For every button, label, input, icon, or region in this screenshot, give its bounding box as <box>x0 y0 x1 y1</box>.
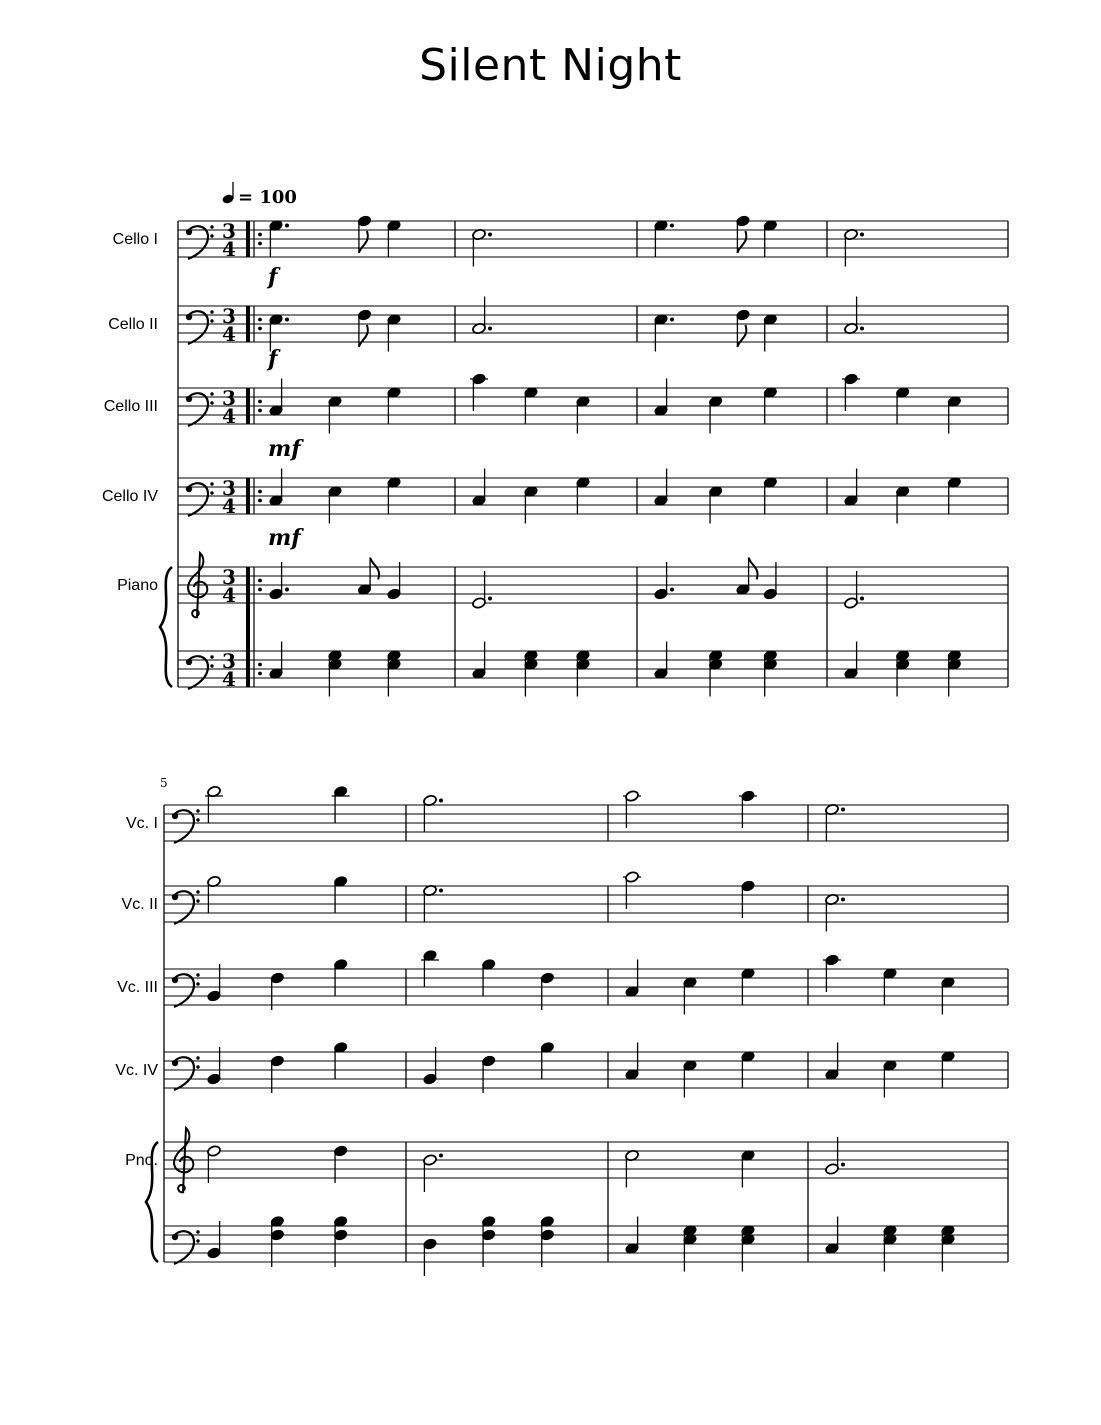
time-signature <box>222 565 236 607</box>
augmentation-dot <box>670 318 674 322</box>
bass-clef-head-icon <box>186 396 192 402</box>
repeat-dot <box>258 318 262 322</box>
repeat-thick-bar <box>246 603 250 651</box>
bass-clef-head-icon <box>172 977 178 983</box>
bass-clef-dot-icon <box>196 899 199 902</box>
repeat-dot <box>258 672 262 676</box>
bass-clef-head-icon <box>186 486 192 492</box>
repeat-dot <box>258 327 262 331</box>
bass-clef-dot-icon <box>196 1065 199 1068</box>
repeat-dot <box>258 490 262 494</box>
bass-clef-dot-icon <box>210 401 213 404</box>
measure-number: 5 <box>160 776 168 790</box>
augmentation-dot <box>860 233 864 237</box>
eighth-flag-icon <box>359 325 368 347</box>
part-name: Piano <box>117 577 158 594</box>
staff <box>102 436 1008 524</box>
bass-clef-head-icon <box>172 894 178 900</box>
score-title: Silent Night <box>419 40 682 91</box>
staff <box>122 871 1008 932</box>
augmentation-dot <box>285 318 289 322</box>
repeat-thick-bar <box>246 651 250 687</box>
time-signature-bottom: 4 <box>222 404 236 428</box>
bass-clef-dot-icon <box>196 890 199 893</box>
time-signature <box>222 386 236 428</box>
bass-clef-head-icon <box>172 1234 178 1240</box>
part-name: Cello II <box>108 316 158 333</box>
bass-clef-dot-icon <box>196 973 199 976</box>
staff <box>108 264 1008 352</box>
time-signature-top: 3 <box>222 565 236 589</box>
piano-brace-icon <box>160 567 172 687</box>
bass-clef-dot-icon <box>196 1056 199 1059</box>
augmentation-dot <box>670 588 674 592</box>
system <box>102 182 1008 697</box>
staff <box>164 1215 1008 1276</box>
bass-clef-dot-icon <box>210 319 213 322</box>
repeat-dot <box>258 499 262 503</box>
bass-clef-dot-icon <box>196 982 199 985</box>
repeat-thick-bar <box>246 478 250 514</box>
dynamic-marking: f <box>268 264 278 290</box>
staff <box>126 785 1008 844</box>
bass-clef-dot-icon <box>196 1230 199 1233</box>
time-signature-bottom: 4 <box>222 322 236 346</box>
staff <box>113 214 1008 267</box>
staff <box>125 1128 1008 1192</box>
bass-clef-dot-icon <box>210 392 213 395</box>
part-name: Pno. <box>125 1152 158 1169</box>
time-signature-top: 3 <box>222 219 236 243</box>
bass-clef-dot-icon <box>210 482 213 485</box>
part-name: Vc. I <box>125 815 158 832</box>
time-signature-top: 3 <box>222 649 236 673</box>
system <box>115 776 1008 1276</box>
repeat-thick-bar <box>246 221 250 257</box>
augmentation-dot <box>670 224 674 228</box>
dynamic-marking: f <box>268 346 278 372</box>
part-name: Cello I <box>112 231 158 248</box>
eighth-flag-icon <box>359 231 368 253</box>
bass-clef-head-icon <box>172 813 178 819</box>
time-signature-bottom: 4 <box>222 583 236 607</box>
eighth-flag-icon <box>737 325 746 347</box>
augmentation-dot <box>860 597 864 601</box>
time-signature <box>222 649 236 691</box>
bass-clef-dot-icon <box>210 310 213 313</box>
bass-clef-dot-icon <box>196 1239 199 1242</box>
time-signature <box>222 304 236 346</box>
part-name: Cello III <box>103 398 158 415</box>
bass-clef-dot-icon <box>210 234 213 237</box>
staff <box>117 949 1008 1014</box>
staff <box>178 642 1008 697</box>
bass-clef-dot-icon <box>210 491 213 494</box>
repeat-dot <box>258 400 262 404</box>
time-signature-top: 3 <box>222 476 236 500</box>
time-signature-bottom: 4 <box>222 494 236 518</box>
repeat-dot <box>258 409 262 413</box>
part-name: Vc. IV <box>115 1062 158 1079</box>
bass-clef-head-icon <box>186 314 192 320</box>
time-signature-top: 3 <box>222 386 236 410</box>
part-name: Vc. III <box>117 979 158 996</box>
repeat-dot <box>258 242 262 246</box>
staff <box>115 1041 1008 1097</box>
repeat-dot <box>258 579 262 583</box>
augmentation-dot <box>488 597 492 601</box>
staff <box>117 525 1008 617</box>
time-signature-top: 3 <box>222 304 236 328</box>
bass-clef-dot-icon <box>196 809 199 812</box>
repeat-dot <box>258 663 262 667</box>
tempo-text: = 100 <box>238 187 297 208</box>
dynamic-marking: mf <box>268 436 301 462</box>
augmentation-dot <box>439 889 443 893</box>
augmentation-dot <box>439 799 443 803</box>
dynamic-marking: mf <box>268 525 301 551</box>
time-signature-bottom: 4 <box>222 237 236 261</box>
part-name: Cello IV <box>101 488 158 505</box>
augmentation-dot <box>285 588 289 592</box>
part-name: Vc. II <box>121 896 158 913</box>
bass-clef-dot-icon <box>196 818 199 821</box>
bass-clef-head-icon <box>186 229 192 235</box>
eighth-flag-icon <box>737 231 746 253</box>
repeat-dot <box>258 588 262 592</box>
bass-clef-head-icon <box>186 659 192 665</box>
repeat-thick-bar <box>246 567 250 603</box>
augmentation-dot <box>285 224 289 228</box>
augmentation-dot <box>841 898 845 902</box>
repeat-thick-bar <box>246 306 250 342</box>
bass-clef-dot-icon <box>210 655 213 658</box>
bass-clef-dot-icon <box>210 664 213 667</box>
time-signature <box>222 219 236 261</box>
repeat-dot <box>258 233 262 237</box>
augmentation-dot <box>841 808 845 812</box>
staff <box>104 346 1008 434</box>
augmentation-dot <box>841 1163 845 1167</box>
augmentation-dot <box>488 233 492 237</box>
bass-clef-dot-icon <box>210 225 213 228</box>
augmentation-dot <box>439 1154 443 1158</box>
time-signature-bottom: 4 <box>222 667 236 691</box>
bass-clef-head-icon <box>172 1060 178 1066</box>
repeat-thick-bar <box>246 388 250 424</box>
augmentation-dot <box>488 327 492 331</box>
tempo-mark <box>221 182 296 208</box>
augmentation-dot <box>860 327 864 331</box>
time-signature <box>222 476 236 518</box>
